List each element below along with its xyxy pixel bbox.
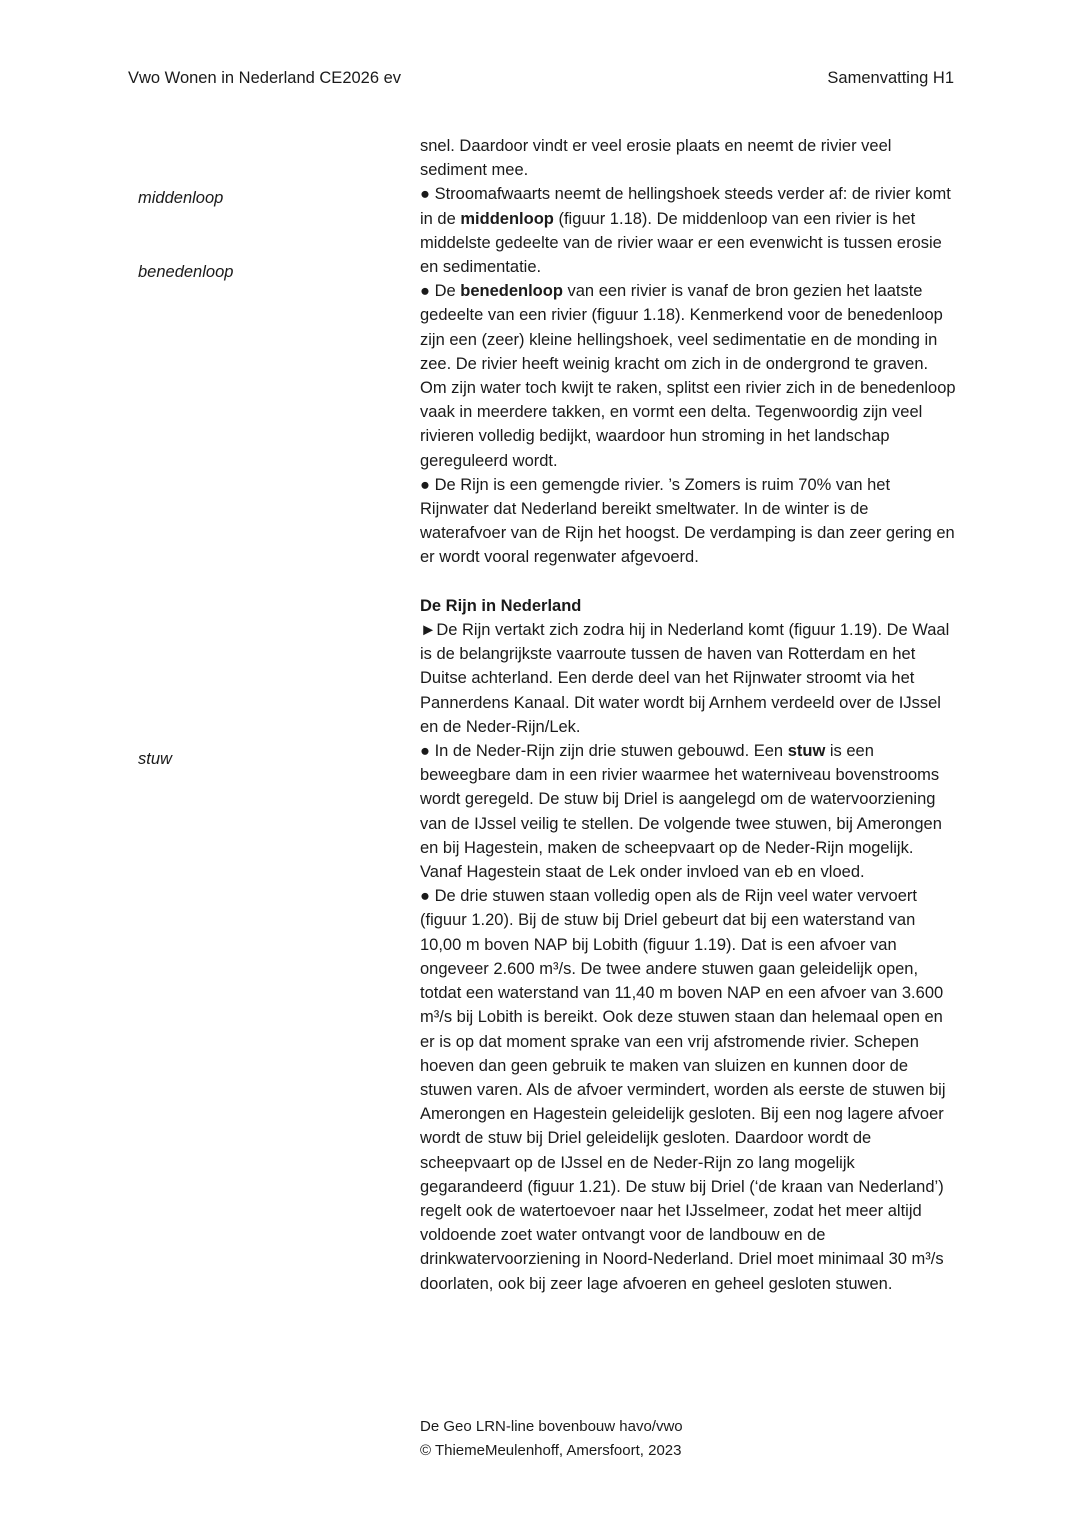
text-block bbox=[420, 473, 956, 570]
text-run: middenloop bbox=[460, 209, 554, 228]
page-footer bbox=[420, 1415, 683, 1463]
margin-note-stuw: stuw bbox=[138, 750, 172, 768]
text-run: snel. Daardoor vindt er veel erosie plaats en neemt de rivier veel sediment mee. bbox=[420, 137, 892, 180]
text-block bbox=[420, 618, 956, 739]
text-run: In de Neder-Rijn zijn drie stuwen gebouwd. Een bbox=[434, 742, 788, 761]
text-run: stuw bbox=[787, 742, 826, 761]
header-chapter-title: Samenvatting H1 bbox=[827, 69, 954, 87]
footer-series-title: De Geo LRN-line bovenbouw havo/vwo bbox=[420, 1418, 683, 1435]
text-run: is een beweegbare dam in een rivier waarmee het waterniveau bovenstrooms wordt geregeld. De stuw bij Driel is aangelegd om de watervoorziening van de IJssel veilig te stellen. De volgende twee stuwen, bij Amerongen en bij Hagestein, maken de scheepvaart op de Neder-Rijn mogelijk. Vanaf Hagestein staat de Lek onder invloed van eb en vloed. bbox=[420, 742, 942, 882]
bullet-marker: ● bbox=[420, 887, 435, 906]
text-block bbox=[420, 884, 956, 1295]
bullet-marker: ● bbox=[420, 185, 435, 204]
arrow-marker: ► bbox=[420, 621, 437, 640]
bullet-marker: ● bbox=[420, 475, 435, 494]
text-run: Stroomafwaarts neemt de hellingshoek steeds verder af: de rivier komt in de bbox=[420, 185, 951, 228]
margin-note-middenloop: middenloop bbox=[138, 189, 224, 207]
text-block bbox=[420, 279, 956, 473]
text-block bbox=[420, 134, 956, 182]
text-run: De drie stuwen staan volledig open als de Rijn veel water vervoert (figuur 1.20). Bij de stuw bij Driel gebeurt dat bij een waterstand van 10,00 m boven NAP bij Lobith (figuur 1.19). Dat is een afvoer van ongeveer 2.600 m³/s. De twee andere stuwen gaan geleidelijk open, totdat een waterstand van 11,40 m boven NAP en een afvoer van 3.600 m³/s bij Lobith is bereikt. Ook deze stuwen staan dan helemaal open en er is op dat moment sprake van een vrij afstromende rivier. Schepen hoeven dan geen gebruik te maken van sluizen en kunnen door de stuwen varen. Als de afvoer vermindert, worden als eerste de stuwen bij Amerongen en Hagestein geleidelijk gesloten. Bij een nog lagere afvoer wordt de stuw bij Driel geleidelijk gesloten. Daardoor wordt de scheepvaart op de IJssel en de Neder-Rijn zo lang mogelijk gegarandeerd (figuur 1.21). De stuw bij Driel (‘de kraan van Nederland’) regelt ook de watertoevoer naar het IJsselmeer, zodat het meer altijd voldoende zoet water ontvangt voor de landbouw en de drinkwatervoorziening in Noord-Nederland. Driel moet minimaal 30 m³/s doorlaten, ook bij zeer lage afvoeren en geheel gesloten stuwen. bbox=[420, 887, 946, 1293]
text-run: De Rijn in Nederland bbox=[420, 596, 582, 615]
page-header bbox=[128, 67, 954, 89]
text-run: De Rijn vertakt zich zodra hij in Nederland komt (figuur 1.19). De Waal is de belangrijkste vaarroute tussen de haven van Rotterdam en het Duitse achterland. Een derde deel van het Rijnwater stroomt via het Pannerdens Kanaal. Dit water wordt bij Arnhem verdeeld over de IJssel en de Neder-Rijn/Lek. bbox=[420, 621, 950, 736]
text-block bbox=[420, 182, 956, 279]
header-course-title: Vwo Wonen in Nederland CE2026 ev bbox=[128, 69, 402, 87]
text-run: De bbox=[434, 282, 461, 301]
margin-note-benedenloop: benedenloop bbox=[138, 263, 234, 281]
text-run: (figuur 1.18). De middenloop van een rivier is het middelste gedeelte van de rivier waar er een evenwicht is tussen erosie en sedimentatie. bbox=[420, 209, 942, 277]
section-heading bbox=[420, 594, 956, 618]
text-run: van een rivier is vanaf de bron gezien het laatste gedeelte van een rivier (figuur 1.18). Kenmerkend voor de benedenloop zijn een (zeer) kleine hellingshoek, veel sedimentatie en de monding in zee. De rivier heeft weinig kracht om zich in de ondergrond te graven. Om zijn water toch kwijt te raken, splitst een rivier zich in de benedenloop vaak in meerdere takken, en vormt een delta. Tegenwoordig zijn veel rivieren volledig bedijkt, waardoor hun stroming in het landschap gereguleerd wordt. bbox=[420, 282, 956, 470]
text-run: De Rijn is een gemengde rivier. ’s Zomers is ruim 70% van het Rijnwater dat Nederland bereikt smeltwater. In de winter is de waterafvoer van de Rijn het hoogst. De verdamping is dan zeer gering en er wordt vooral regenwater afgevoerd. bbox=[420, 475, 955, 567]
bullet-marker: ● bbox=[420, 282, 435, 301]
footer-copyright: © ThiemeMeulenhoff, Amersfoort, 2023 bbox=[420, 1442, 682, 1459]
text-run: benedenloop bbox=[460, 282, 563, 301]
main-text bbox=[420, 134, 956, 1296]
bullet-marker: ● bbox=[420, 742, 435, 761]
text-block bbox=[420, 739, 956, 884]
